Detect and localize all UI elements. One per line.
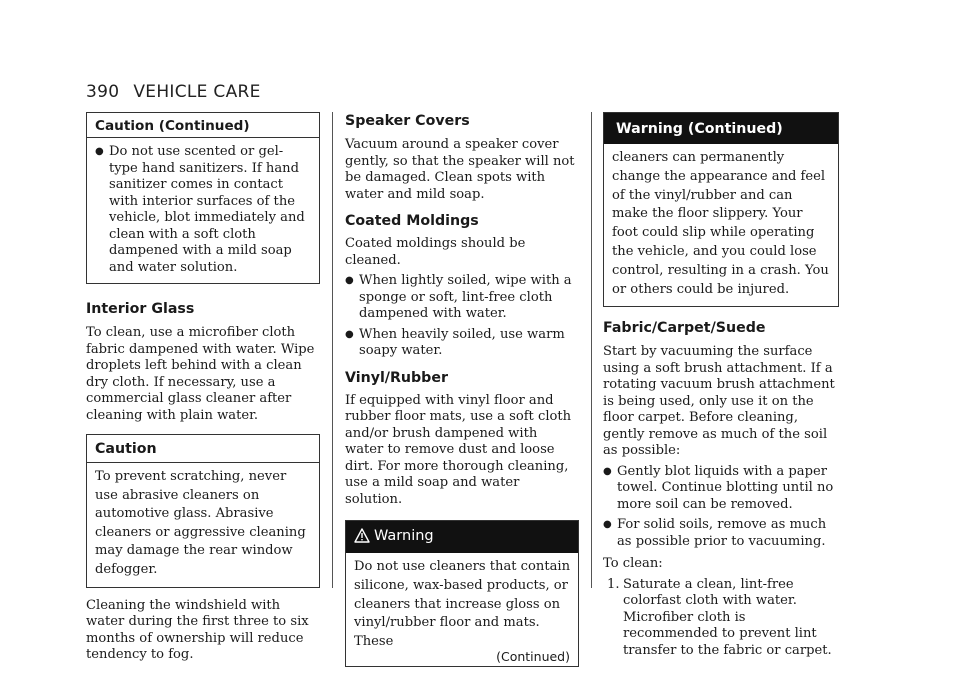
fabric-heading: Fabric/Carpet/Suede (603, 320, 766, 337)
coated-bullet-text: When lightly soiled, wipe with a sponge or soft, lint-free cloth dampened with water. (359, 273, 572, 321)
speaker-covers-text: Vacuum around a speaker cover gently, so that the speaker will not be damaged. Clean spots with water and mild soap. (345, 137, 575, 202)
warning-text: Do not use cleaners that contain silicone, wax-based products, or cleaners that increase gloss on vinyl/rubber floor and mats. These (354, 559, 571, 650)
vinyl-rubber-heading: Vinyl/Rubber (345, 369, 448, 386)
list-item (603, 577, 839, 660)
column-1 (86, 112, 320, 664)
caution-box (86, 434, 320, 588)
continued-label: (Continued) (496, 648, 570, 664)
section-title: VEHICLE CARE (133, 82, 261, 102)
bullet-icon: ● (345, 275, 354, 286)
page-number: 390 (86, 82, 120, 102)
windshield-text: Cleaning the windshield with water during the first three to six months of ownership will reduce tendency to fog. (86, 597, 309, 663)
coated-moldings-heading: Coated Moldings (345, 213, 479, 229)
bullet-icon: ● (95, 146, 104, 157)
interior-glass-heading: Interior Glass (86, 301, 195, 317)
warning-header (346, 521, 578, 553)
bullet-icon: ● (345, 328, 354, 340)
caution-continued-box (86, 112, 320, 284)
column-divider (591, 112, 592, 588)
fabric-bullet-text: Gently blot liquids with a paper towel. Continue blotting until no more soil can be removed. (617, 463, 834, 512)
warning-title: Warning (374, 528, 434, 544)
column-2 (345, 112, 579, 667)
list-item (603, 464, 839, 514)
warning-continued-text: cleaners can permanently change the appearance and feel of the vinyl/rubber and can make the floor slippery. Your foot could slip while operating the vehicle, and you could lose control, resulting in a crash. You or others could be injured. (612, 150, 829, 297)
caution-continued-text: Do not use scented or gel-type hand sanitizers. If hand sanitizer comes in contact with interior surfaces of the vehicle, blot immediately and clean with a soft cloth dampened with a mild soap and water solution. (109, 144, 305, 275)
caution-title: Caution (87, 435, 319, 463)
page-header (86, 82, 261, 102)
caution-text: To prevent scratching, never use abrasive cleaners on automotive glass. Abrasive cleaners or aggressive cleaning may damage the rear window defogger. (95, 469, 306, 577)
list-item (345, 273, 579, 323)
warning-triangle-icon (354, 528, 370, 548)
list-item (95, 144, 311, 276)
interior-glass-text: To clean, use a microfiber cloth fabric dampened with water. Wipe droplets left behind with a clean dry cloth. If necessary, use a commercial glass cleaner after cleaning with plain water. (86, 325, 315, 423)
fabric-bullet-text: For solid soils, remove as much as possible prior to vacuuming. (617, 517, 827, 549)
column-divider (332, 112, 333, 588)
column-3 (603, 112, 839, 659)
coated-moldings-text: Coated moldings should be cleaned. (345, 236, 526, 268)
vinyl-rubber-text: If equipped with vinyl floor and rubber floor mats, use a soft cloth and/or brush dampened with water to remove dust and loose dirt. For more thorough cleaning, use a mild soap and water solution. (345, 392, 572, 507)
list-item (603, 517, 839, 550)
warning-box (345, 520, 579, 667)
fabric-text: Start by vacuuming the surface using a soft brush attachment. If a rotating vacuum brush attachment is being used, only use it on the floor carpet. Before cleaning, gently remove as much of the soil as possible: (603, 344, 835, 459)
warning-continued-box (603, 112, 839, 307)
caution-continued-title: Caution (Continued) (87, 113, 319, 138)
step-text: Saturate a clean, lint-free colorfast cloth with water. Microfiber cloth is recommended to prevent lint transfer to the fabric or carpet. (623, 576, 832, 658)
bullet-icon: ● (603, 465, 612, 477)
coated-bullet-text: When heavily soiled, use warm soapy water. (359, 326, 565, 358)
bullet-icon: ● (603, 519, 612, 531)
list-item (345, 327, 579, 360)
warning-continued-title: Warning (Continued) (604, 113, 838, 144)
speaker-covers-heading: Speaker Covers (345, 113, 470, 129)
step-number: 1. (607, 576, 620, 592)
to-clean-label: To clean: (603, 556, 663, 572)
